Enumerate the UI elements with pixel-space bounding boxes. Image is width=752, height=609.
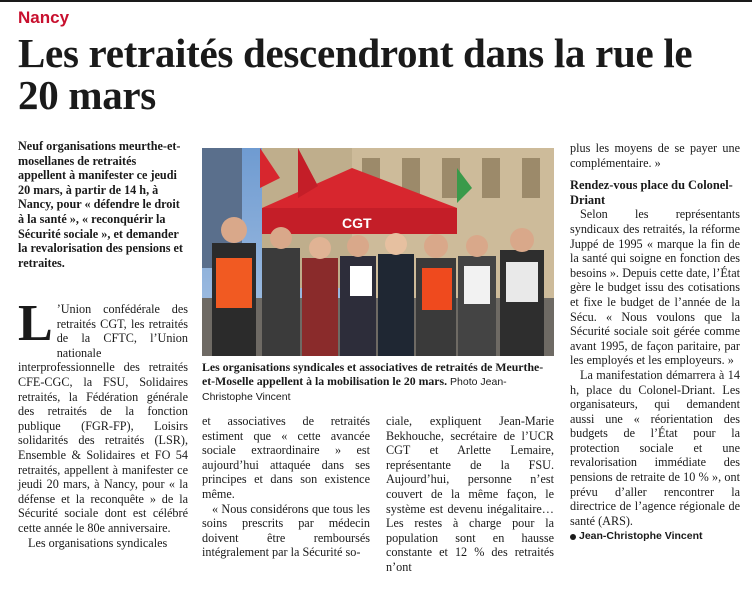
bullet-icon [570,534,576,540]
drop-cap: L [18,295,53,352]
article-lead [18,139,186,270]
article-column-3 [386,414,554,575]
paragraph: ciale, expliquent Jean-Marie Bekhouche, secrétaire de l’UCR CGT et Arlette Lemaire, représentante de la FSU. Aujourd’hui, personne n’est couvert de la même façon, le système est devenu inégalitaire… Les restes à charge pour la population sont en hausse constante et 12 % des retraités n’ont [386,414,554,574]
article-column-2 [202,414,370,560]
article-column-1 [18,295,188,550]
paragraph: plus les moyens de se payer une complémentaire. » [570,141,740,170]
lead-text: Neuf organisations meurthe-et-mosellanes de retraités appellent à manifester ce jeudi 20 mars, à partir de 14 h, à Nancy, pour « défendre le droit à la santé », « reconquérir la Sécurité sociale », et demander la revalorisation des pensions et retraites. [18,139,183,270]
paragraph-text: ’Union confédérale des retraités CGT, les retraités de la CFTC, l’Union nationale interprofessionnelle des retraités CFE-CGC, la FSU, Solidaires retraités, la Fédération générale des retraités de la fonction publique (FGR-FP), Loisirs solidarités des retraités (LSR), Ensemble & Solidaires et FO 54 retraités, appellent à manifester ce jeudi 20 mars, à Nancy, pour « la défense et la reconquête » de la Sécurité sociale dont est célébré cette année le 80e anniversaire. [18,302,188,535]
byline [570,529,740,544]
top-rule [0,0,752,2]
article-photo [202,148,554,356]
paragraph: Les organisations syndicales [28,535,168,550]
author-name: Jean-Christophe Vincent [579,530,703,543]
photo-caption [202,360,554,404]
intertitle: Rendez-vous place du Colonel-Driant [570,178,733,207]
paragraph: Selon les représentants syndicaux des retraités, la réforme Juppé de 1995 « marque la fin de la santé qui soigne en fonction des besoins ». Depuis cette date, l’État gère le budget issu des cotisations et fixe le budget de l’année de la Sécu. « Nous voulons que la Sécurité sociale soit gérée comme avant 1995, de façon paritaire, par les employés et les employeurs. » [570,207,740,368]
photo-credit: Photo Jean-Christophe Vincent [202,376,507,403]
banner-label: CGT [342,215,372,231]
paragraph [18,295,188,536]
paragraph: « Nous considérons que tous les soins prescrits par médecin doivent être remboursés intégralement par la Sécurité so- [202,501,370,560]
paragraph: La manifestation démarrera à 14 h, place du Colonel-Driant. Les organisateurs, qui demandent aussi une « réorientation des budgets de l’État pour la protection sociale et une revalorisation immédiate des pensions de retraite de 10 % », ont prévu d’aller rencontrer la directrice de l’agence régionale de santé (ARS). [570,367,740,528]
paragraph: et associatives de retraités estiment que « cette avancée sociale extraordinaire » est aujourd’hui attaquée dans ses principes et dans son existence même. [202,414,370,501]
protest-photo-illustration [202,148,554,356]
caption-text: Les organisations syndicales et associatives de retraités de Meurthe-et-Moselle appellent à la mobilisation le 20 mars. [202,360,544,388]
article-column-4 [570,141,740,544]
article-headline: Les retraités descendront dans la rue le 20 mars [18,30,693,118]
section-kicker: Nancy [18,8,70,27]
